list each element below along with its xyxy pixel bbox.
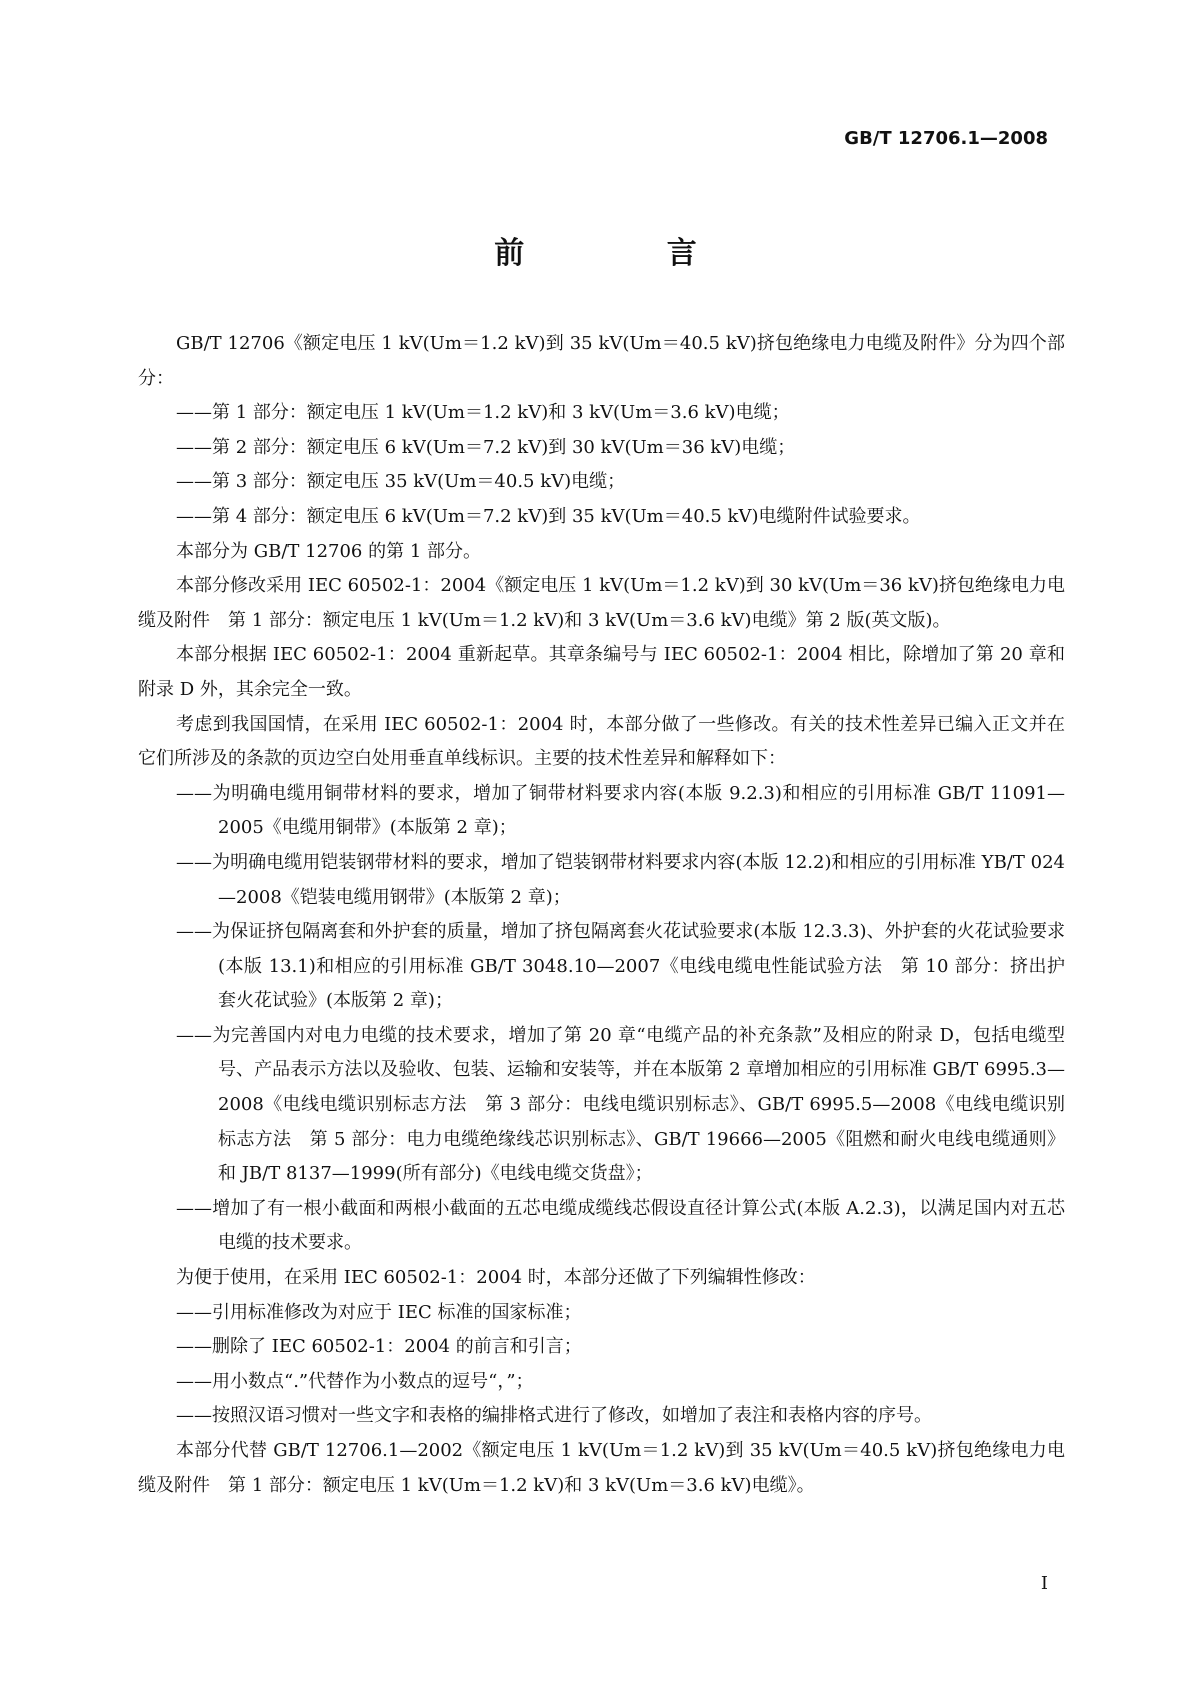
paragraph: 本部分为 GB/T 12706 的第 1 部分。 [176,540,481,562]
list-item: ——第 3 部分：额定电压 35 kV(Um＝40.5 kV)电缆； [176,471,626,493]
list-item: ——为保证挤包隔离套和外护套的质量，增加了挤包隔离套火花试验要求(本版 12.3.3)、外护套的火花试验要求(本版 13.1)和相应的引用标准 GB/T 3048.10—2007《电线电缆电性能试验方法 第 10 部分：挤出护套火花试验》(本版第 2 章)； [176,921,1065,1012]
paragraph: GB/T 12706《额定电压 1 kV(Um＝1.2 kV)到 35 kV(Um＝40.5 kV)挤包绝缘电力电缆及附件》分为四个部分： [138,333,1065,389]
standard-code: GB/T 12706.1—2008 [844,128,1048,149]
list-item: ——第 4 部分：额定电压 6 kV(Um＝7.2 kV)到 35 kV(Um＝40.5 kV)电缆附件试验要求。 [176,505,921,527]
list-item: ——删除了 IEC 60502-1：2004 的前言和引言； [176,1336,582,1358]
page-number: I [1040,1573,1048,1594]
paragraph: 本部分修改采用 IEC 60502-1：2004《额定电压 1 kV(Um＝1.2 kV)到 30 kV(Um＝36 kV)挤包绝缘电力电缆及附件 第 1 部分：额定电压 1 kV(Um＝1.2 kV)和 3 kV(Um＝3.6 kV)电缆》第 2 版(英文版)。 [138,575,1065,631]
list-item: ——引用标准修改为对应于 IEC 标准的国家标准； [176,1301,582,1323]
paragraph: 本部分根据 IEC 60502-1：2004 重新起草。其章条编号与 IEC 60502-1：2004 相比，除增加了第 20 章和附录 D 外，其余完全一致。 [138,644,1065,700]
list-item: ——第 2 部分：额定电压 6 kV(Um＝7.2 kV)到 30 kV(Um＝36 kV)电缆； [176,436,796,458]
paragraph: 为便于使用，在采用 IEC 60502-1：2004 时，本部分还做了下列编辑性修改： [176,1267,816,1289]
list-item: ——为明确电缆用铜带材料的要求，增加了铜带材料要求内容(本版 9.2.3)和相应的引用标准 GB/T 11091—2005《电缆用铜带》(本版第 2 章)； [176,782,1065,839]
list-item: ——按照汉语习惯对一些文字和表格的编排格式进行了修改，如增加了表注和表格内容的序号。 [176,1405,932,1427]
paragraph: 考虑到我国国情，在采用 IEC 60502-1：2004 时，本部分做了一些修改。有关的技术性差异已编入正文并在它们所涉及的条款的页边空白处用垂直单线标识。主要的技术性差异和解释如下： [138,713,1065,770]
list-item: ——为完善国内对电力电缆的技术要求，增加了第 20 章“电缆产品的补充条款”及相应的附录 D，包括电缆型号、产品表示方法以及验收、包装、运输和安装等，并在本版第 2 章增加相应的引用标准 GB/T 6995.3—2008《电线电缆识别标志方法 第 3 部分：电线电缆识别标志》、GB/T 6995.5—2008《电线电缆识别标志方法 第 5 部分：电力电缆绝缘线芯识别标志》、GB/T 19666—2005《阻燃和耐火电线电缆通则》和 JB/T 8137—1999(所有部分)《电线电缆交货盘》； [176,1024,1065,1185]
foreword-body [138,327,1065,1503]
list-item: ——用小数点“.”代替作为小数点的逗号“，”； [176,1370,534,1392]
list-item: ——增加了有一根小截面和两根小截面的五芯电缆成缆线芯假设直径计算公式(本版 A.2.3)，以满足国内对五芯电缆的技术要求。 [176,1197,1065,1254]
list-item: ——为明确电缆用铠装钢带材料的要求，增加了铠装钢带材料要求内容(本版 12.2)和相应的引用标准 YB/T 024—2008《铠装电缆用钢带》(本版第 2 章)； [176,851,1065,908]
page-title: 前 言 [494,236,763,271]
paragraph: 本部分代替 GB/T 12706.1—2002《额定电压 1 kV(Um＝1.2 kV)到 35 kV(Um＝40.5 kV)挤包绝缘电力电缆及附件 第 1 部分：额定电压 1 kV(Um＝1.2 kV)和 3 kV(Um＝3.6 kV)电缆》。 [138,1440,1065,1496]
list-item: ——第 1 部分：额定电压 1 kV(Um＝1.2 kV)和 3 kV(Um＝3.6 kV)电缆； [176,402,790,424]
